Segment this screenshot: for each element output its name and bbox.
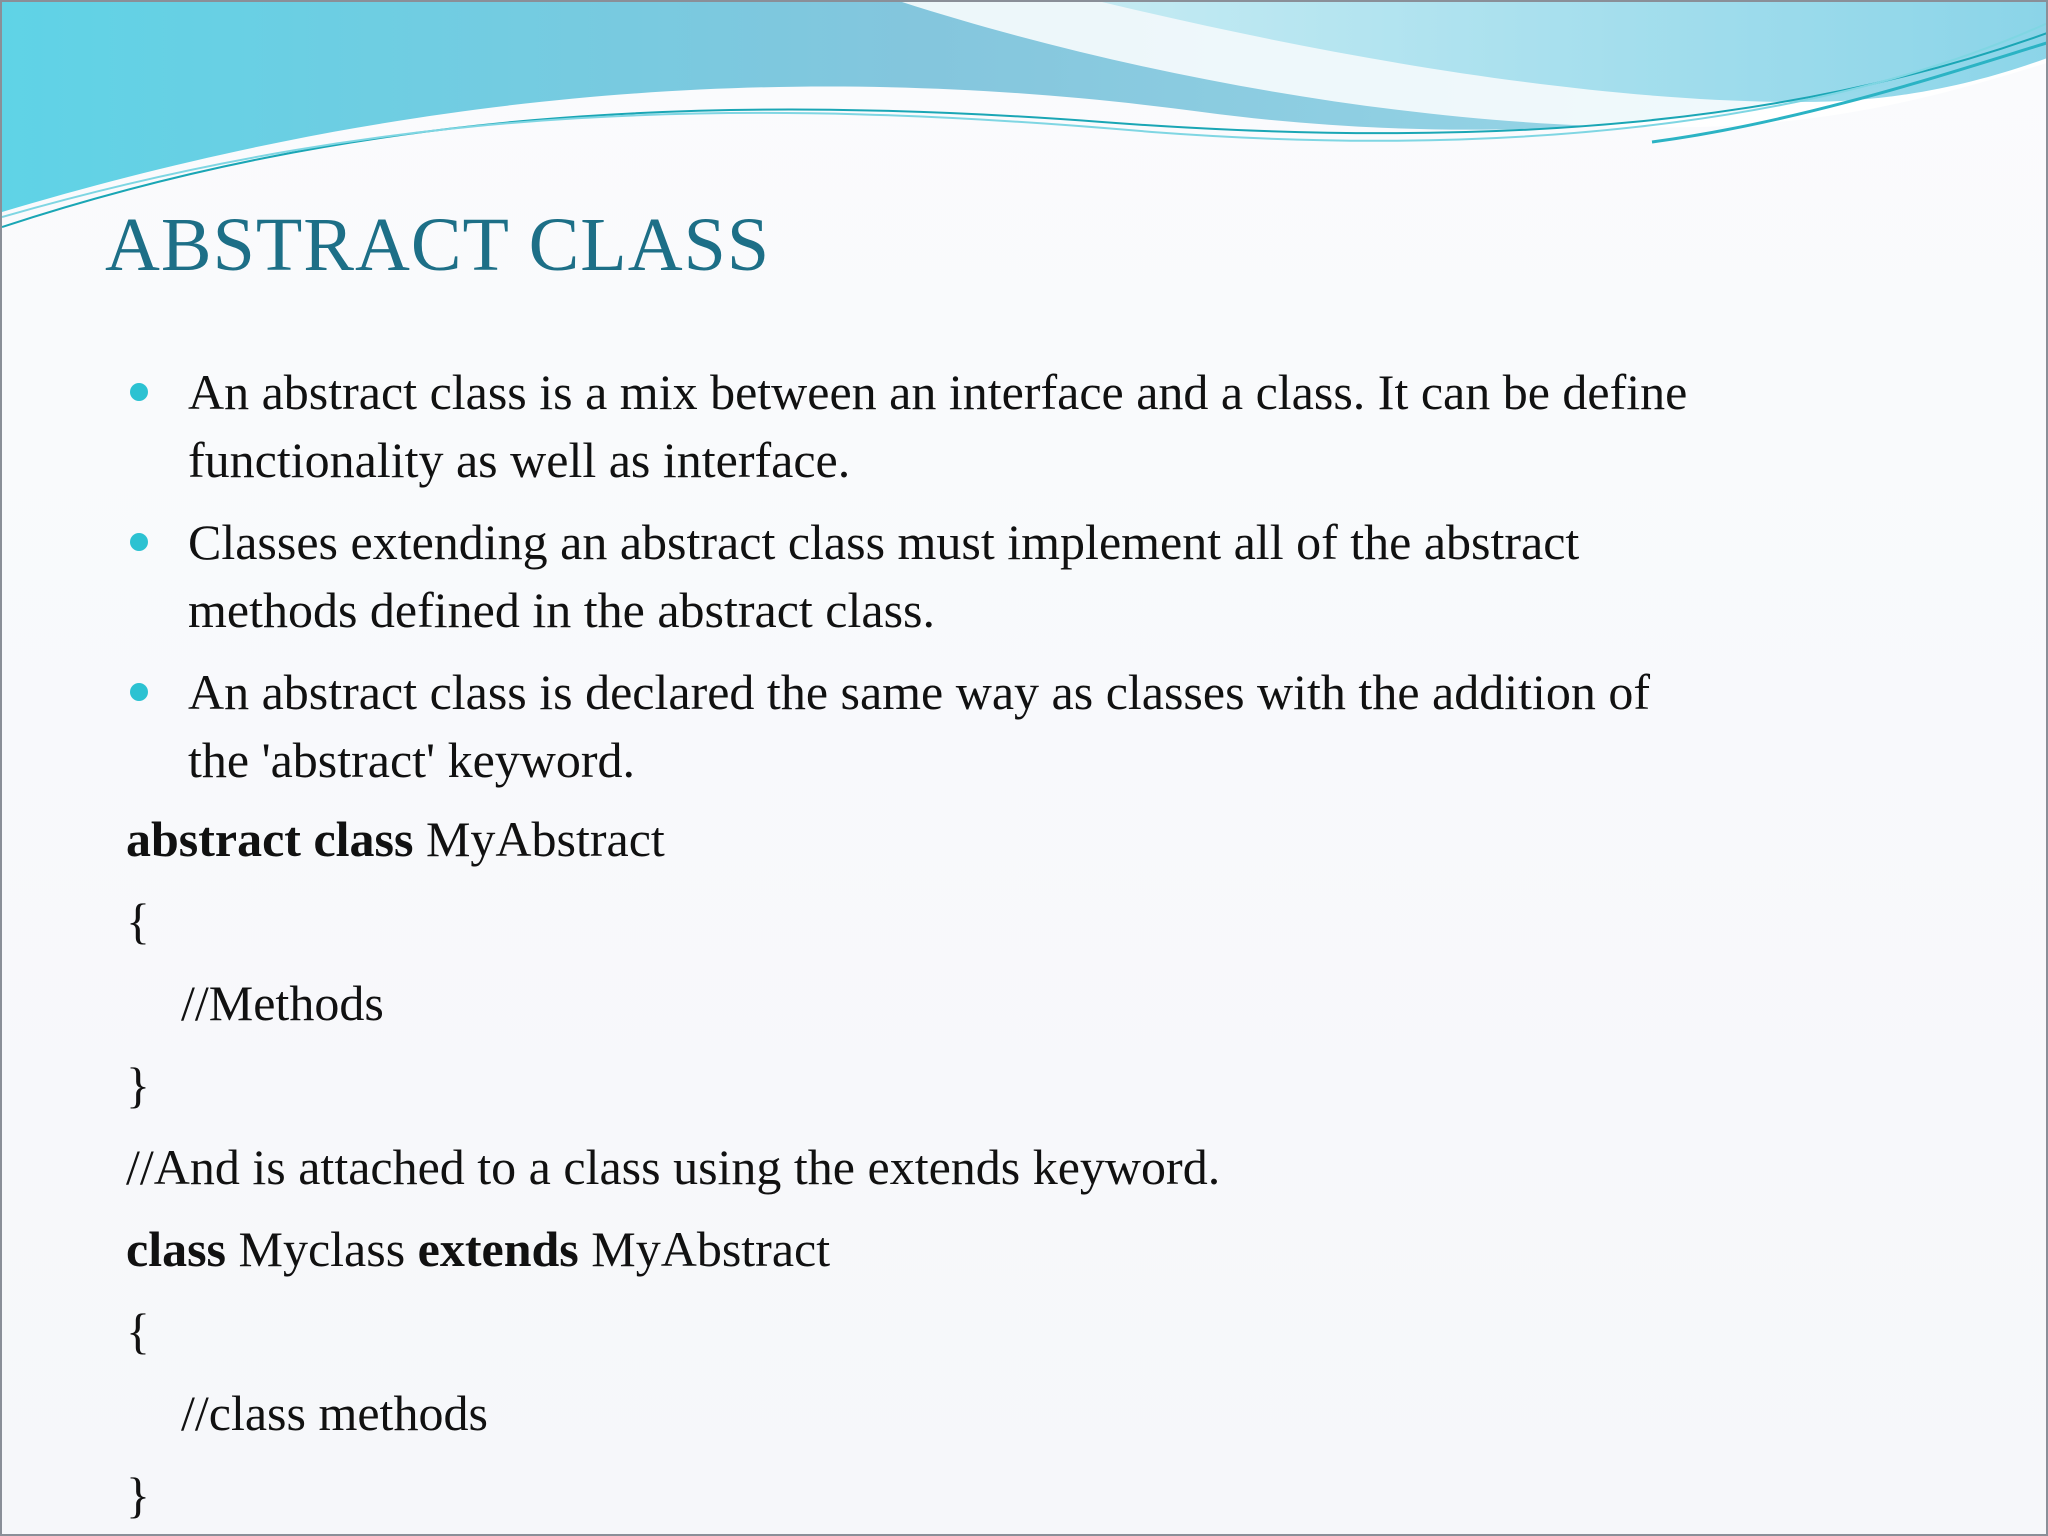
code-line-abstract-declaration (126, 805, 1926, 887)
code-line-open-brace: { (126, 893, 150, 949)
code-line-comment-extends: //And is attached to a class using the extends keyword. (126, 1139, 1221, 1195)
keyword-extends: extends (417, 1221, 579, 1277)
code-line-open-brace: { (126, 1303, 150, 1359)
keyword-abstract-class: abstract class (126, 811, 414, 867)
bullet-dot-icon (130, 383, 148, 401)
bullet-item (124, 508, 1924, 644)
bullet-item (124, 658, 1924, 794)
code-line-comment-class-methods: //class methods (181, 1385, 488, 1441)
code-example (126, 805, 1926, 1536)
code-line-close-brace: } (126, 1467, 150, 1523)
bullet-text-line: An abstract class is a mix between an interface and a class. It can be define (188, 364, 1688, 420)
bullet-text-line: methods defined in the abstract class. (188, 582, 935, 638)
class-name: Myclass (226, 1221, 418, 1277)
parent-class-name: MyAbstract (578, 1221, 831, 1277)
slide-title: ABSTRACT CLASS (105, 203, 771, 287)
bullet-text-line: the 'abstract' keyword. (188, 732, 636, 788)
code-line-close-brace: } (126, 1057, 150, 1113)
class-name: MyAbstract (413, 811, 665, 867)
bullet-dot-icon (130, 533, 148, 551)
bullet-text-line: An abstract class is declared the same way as classes with the addition of (188, 664, 1651, 720)
bullet-list (124, 358, 1924, 808)
bullet-text-line: Classes extending an abstract class must implement all of the abstract (188, 514, 1580, 570)
bullet-dot-icon (130, 683, 148, 701)
bullet-text-line: functionality as well as interface. (188, 432, 851, 488)
keyword-class: class (126, 1221, 226, 1277)
code-line-comment-methods: //Methods (181, 975, 384, 1031)
code-line-class-declaration (126, 1215, 1926, 1297)
bullet-item (124, 358, 1924, 494)
